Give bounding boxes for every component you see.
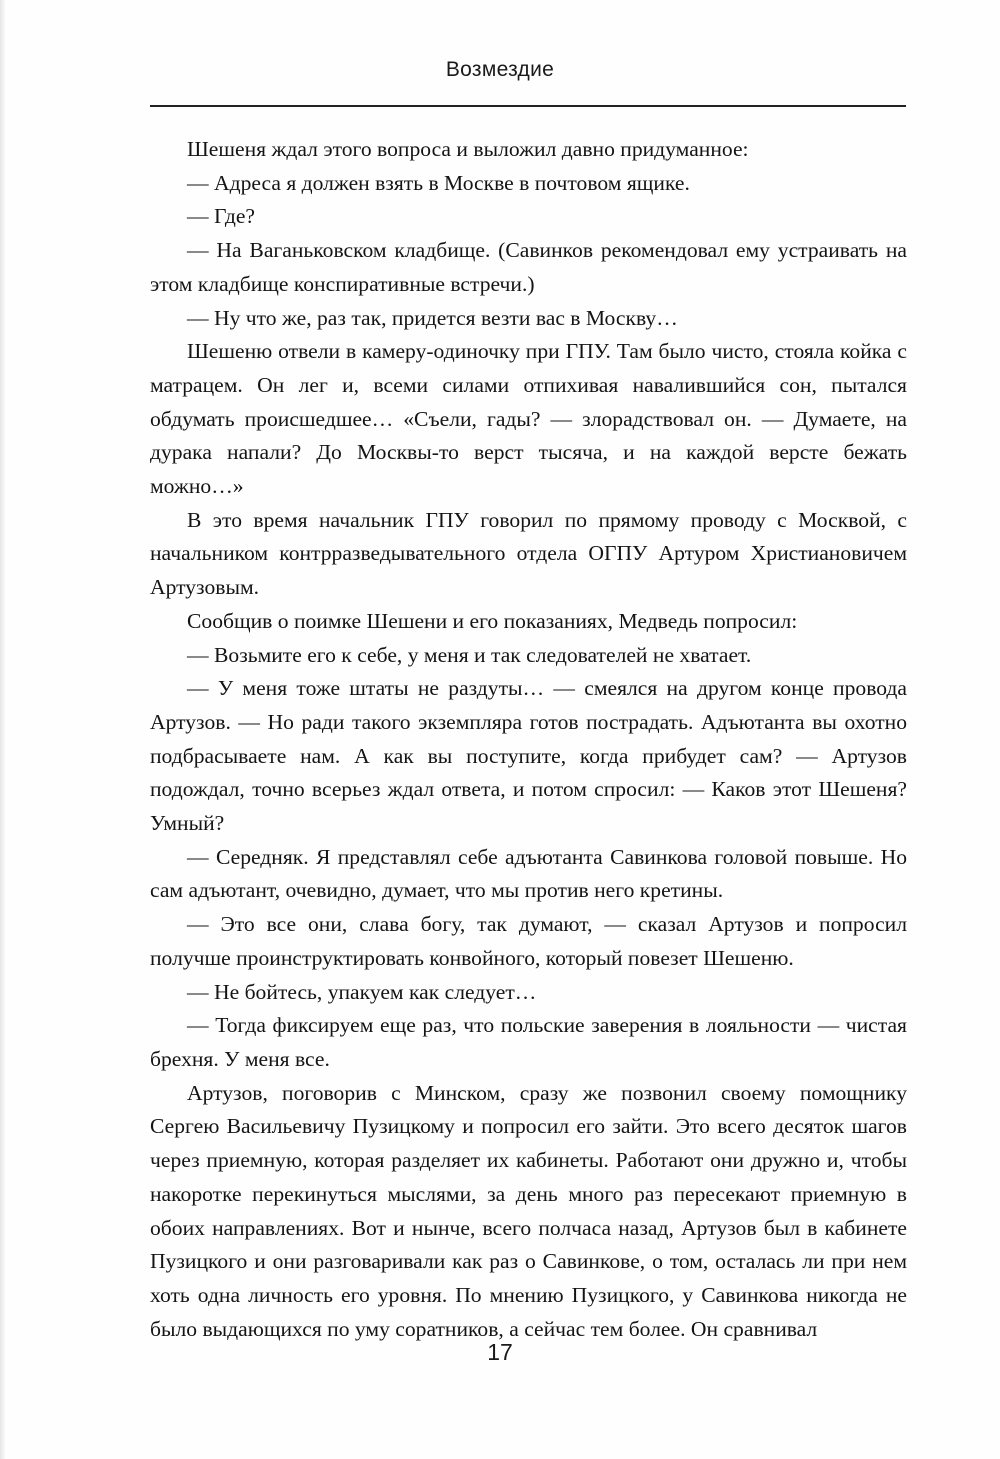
paragraph: — На Ваганьковском кладбище. (Савинков рекомендовал ему устраивать на этом кладбище конспиративные встречи.) — [150, 238, 907, 296]
paragraph: В это время начальник ГПУ говорил по прямому проводу с Москвой, с начальником контрразведывательного отдела ОГПУ Артуром Христиановичем Артузовым. — [150, 507, 907, 600]
paragraph: — Возьмите его к себе, у меня и так следователей не хватает. — [187, 642, 752, 667]
paragraph: Артузов, поговорив с Минском, сразу же позвонил своему помощнику Сергею Васильевичу Пузицкому и попросил его зайти. Это всего десяток шагов через приемную, которая разделяет их кабинеты. Работают они дружно и, чтобы накоротке перекинуться мыслями, за день много раз пересекают приемную в обоих направлениях. Вот и нынче, всего полчаса назад, Артузов был в кабинете Пузицкого и они разговаривали как раз о Савинкове, о том, осталась ли при нем хоть одна личность его уровня. По мнению Пузицкого, у Савинкова никогда не было выдающихся по уму соратников, а сейчас тем более. Он сравнивал — [150, 1080, 907, 1341]
paragraph: — Тогда фиксируем еще раз, что польские заверения в лояльности — чистая брехня. У меня все. — [150, 1013, 907, 1071]
paragraph: Шешеню отвели в камеру-одиночку при ГПУ. Там было чисто, стояла койка с матрацем. Он лег и, всеми силами отпихивая навалившийся сон, пытался обдумать происшедшее… «Съели, гады? — злорадствовал он. — Думаете, на дурака напали? До Москвы-то верст тысяча, и на каждой версте бежать можно…» — [150, 339, 907, 499]
paragraph: — Ну что же, раз так, придется везти вас в Москву… — [187, 305, 678, 330]
paragraph: Шешеня ждал этого вопроса и выложил давно придуманное: — [187, 137, 749, 161]
paragraph: — Середняк. Я представлял себе адъютанта Савинкова головой повыше. Но сам адъютант, очевидно, думает, что мы против него кретины. — [150, 844, 907, 903]
paragraph: — Адреса я должен взять в Москве в почтовом ящике. — [187, 170, 690, 195]
body-text — [150, 133, 907, 1346]
paragraph: — У меня тоже штаты не раздуты… — смеялся на другом конце провода Артузов. — Но ради такого экземпляра готов пострадать. Адъютанта вы охотно подбрасываете нам. А как вы поступите, когда прибудет сам? — Артузов подождал, точно всерьез ждал ответа, и потом спросил: — Каков этот Шешеня? Умный? — [150, 676, 907, 836]
paragraph: — Где? — [187, 204, 256, 229]
page-number: 17 — [487, 1339, 513, 1365]
header-rule — [150, 105, 906, 107]
paragraph: — Это все они, слава богу, так думают, — сказал Артузов и попросил получше проинструктировать конвойного, который повезет Шешеню. — [150, 912, 907, 970]
page-edge-shadow — [0, 0, 6, 1459]
paragraph: Сообщив о поимке Шешени и его показаниях, Медведь попросил: — [187, 608, 798, 633]
running-head: Возмездие — [445, 58, 555, 81]
paragraph: — Не бойтесь, упакуем как следует… — [187, 979, 537, 1004]
